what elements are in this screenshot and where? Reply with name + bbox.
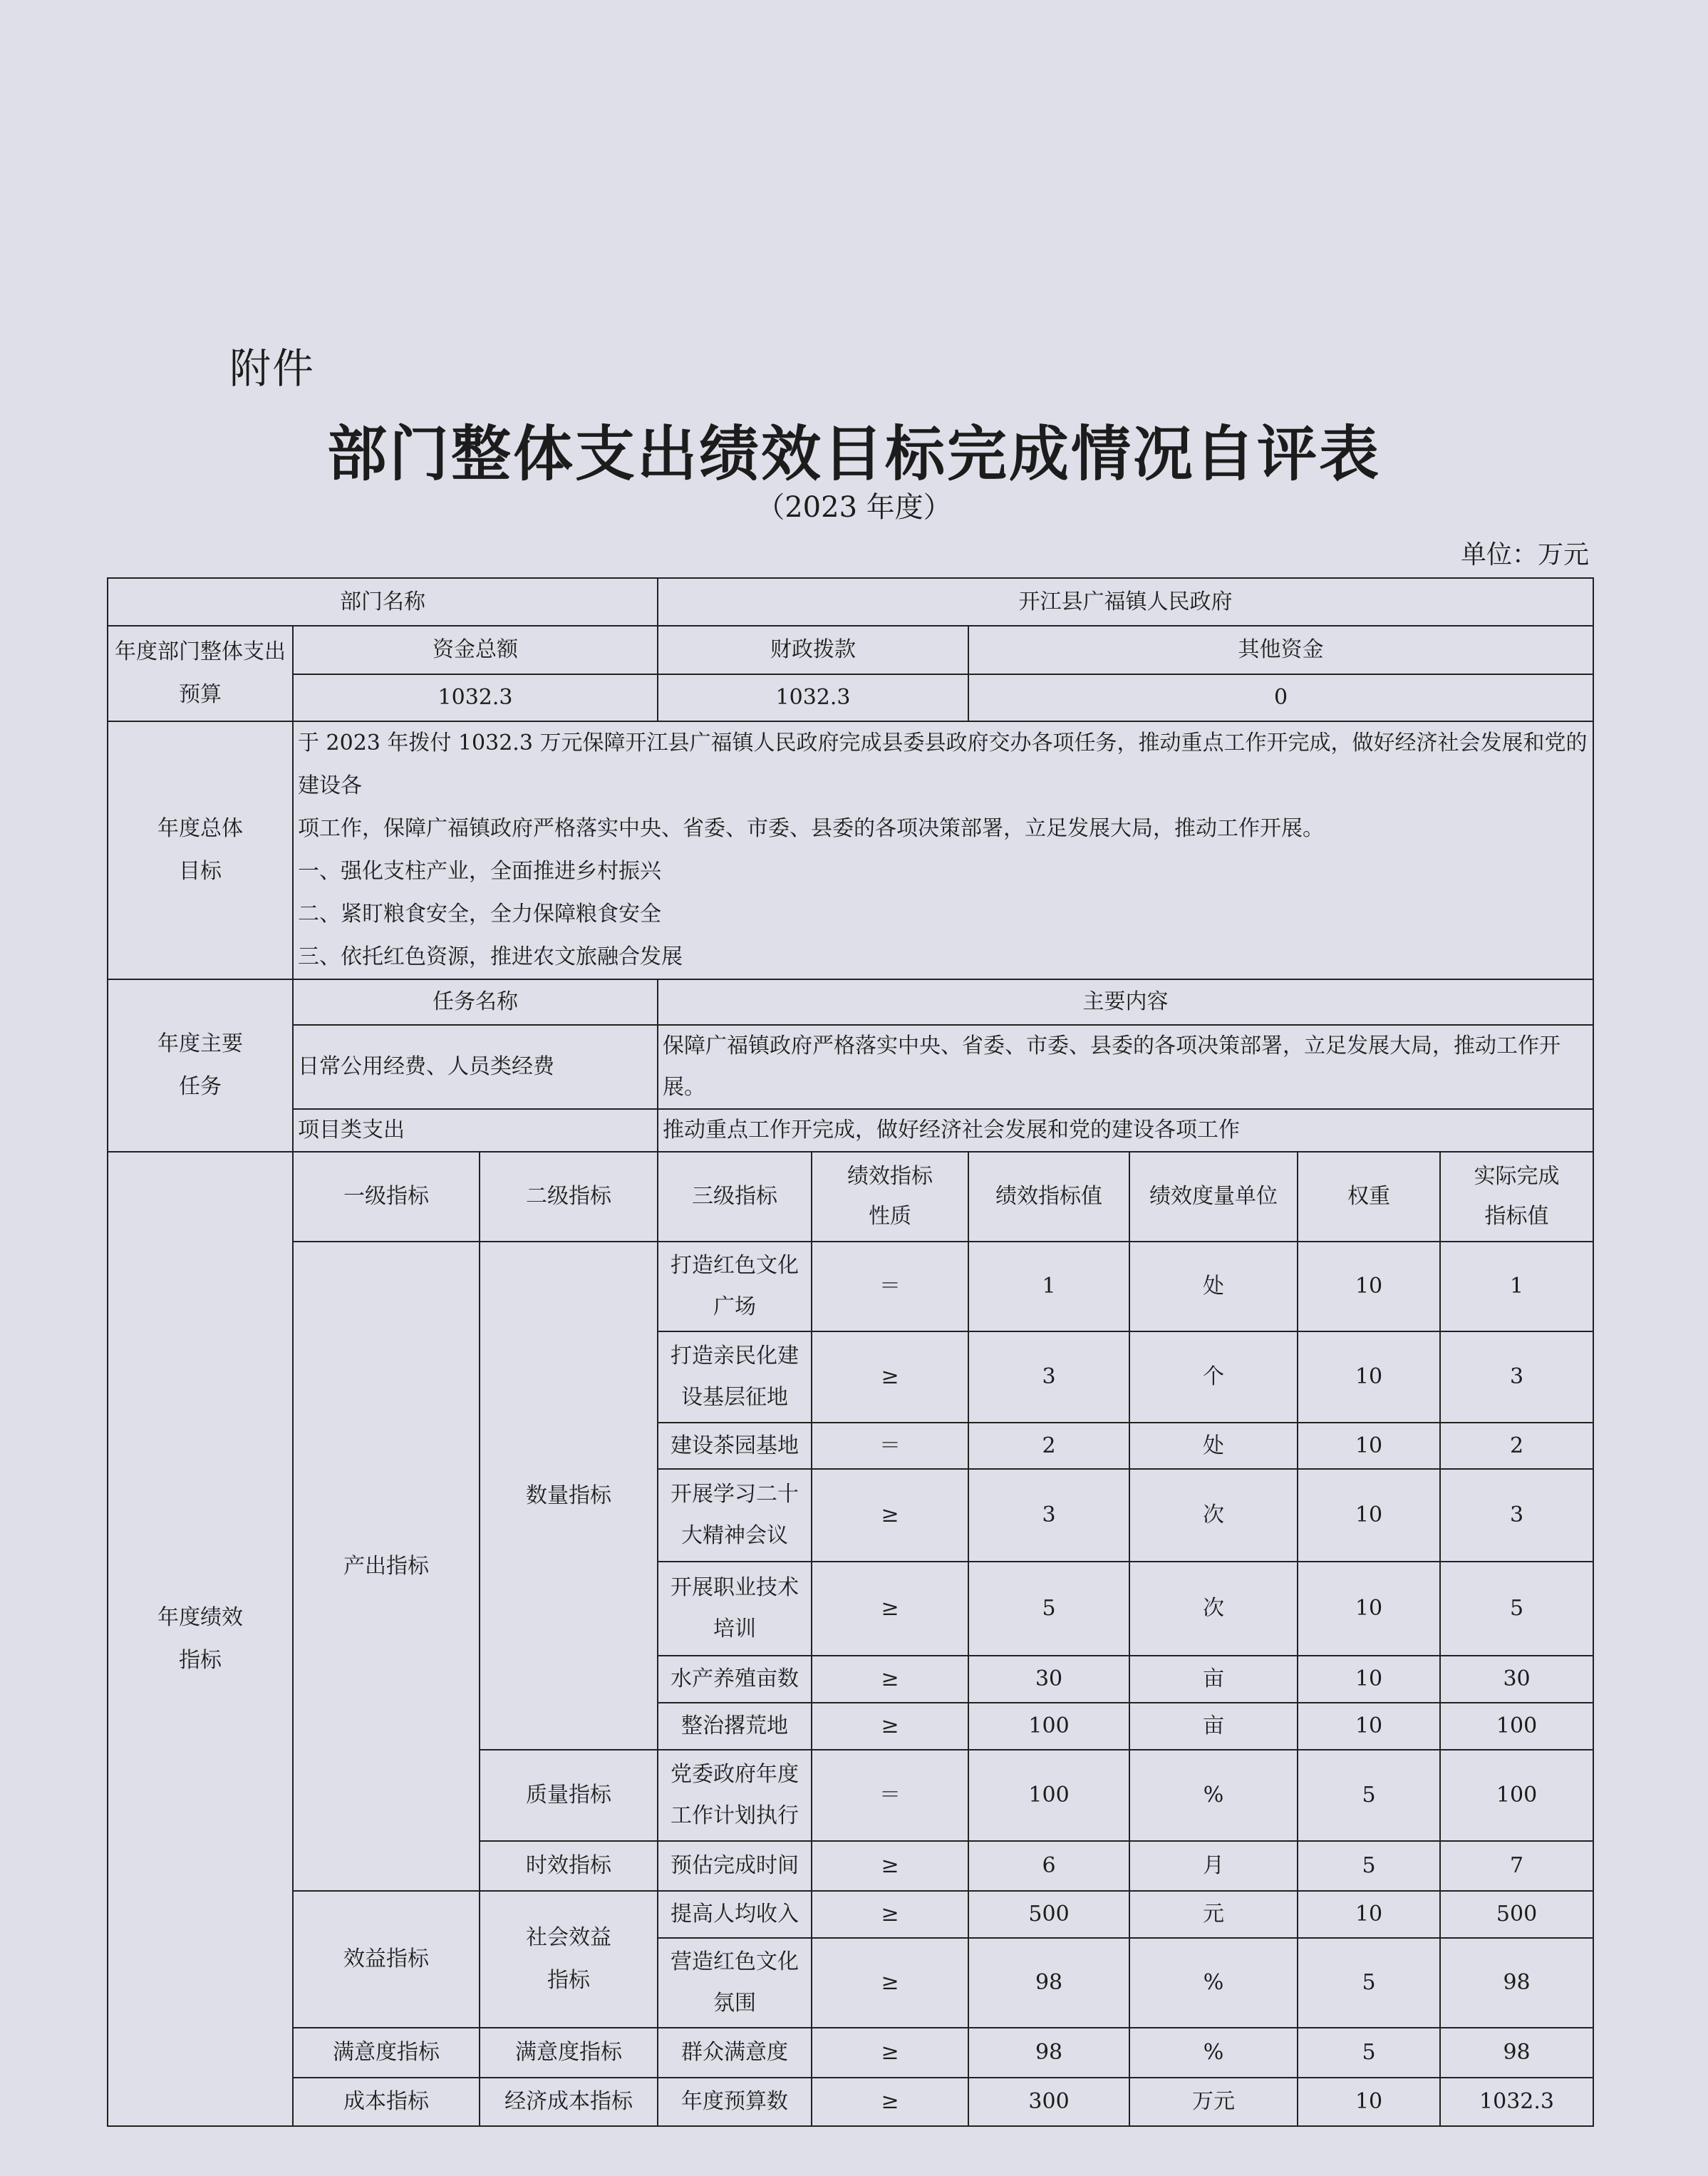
header-level1: 一级指标 <box>293 1152 480 1242</box>
indicator-value: 500 <box>968 1891 1129 1938</box>
indicator-name: 打造红色文化广场 <box>658 1242 812 1331</box>
indicator-actual: 30 <box>1440 1656 1593 1703</box>
indicator-name: 预估完成时间 <box>658 1841 812 1891</box>
indicator-weight: 10 <box>1298 1469 1440 1562</box>
budget-header-row <box>108 626 1593 674</box>
task-content: 推动重点工作开完成，做好经济社会发展和党的建设各项工作 <box>658 1109 1593 1152</box>
indicator-actual: 1 <box>1440 1242 1593 1331</box>
budget-col-total: 资金总额 <box>293 626 658 674</box>
tasks-header-row <box>108 979 1593 1025</box>
page-title: 部门整体支出绩效目标完成情况自评表 <box>326 419 1381 489</box>
indicator-unit: 个 <box>1129 1331 1298 1423</box>
header-target-value: 绩效指标值 <box>968 1152 1129 1242</box>
indicator-op: ≥ <box>812 1469 968 1562</box>
indicator-actual: 100 <box>1440 1703 1593 1750</box>
budget-value-row <box>108 674 1593 721</box>
level1-cost: 成本指标 <box>293 2078 480 2126</box>
level2-quantity: 数量指标 <box>480 1242 658 1750</box>
indicator-actual: 3 <box>1440 1331 1593 1423</box>
evaluation-table <box>107 577 1594 2127</box>
dept-label: 部门名称 <box>108 578 658 626</box>
indicator-name: 水产养殖亩数 <box>658 1656 812 1703</box>
indicator-value: 100 <box>968 1750 1129 1841</box>
indicator-op: ≥ <box>812 1841 968 1891</box>
header-nature: 绩效指标性质 <box>812 1152 968 1242</box>
task-name: 日常公用经费、人员类经费 <box>293 1025 658 1109</box>
indicator-row <box>108 1891 1593 1938</box>
indicator-unit: 次 <box>1129 1562 1298 1656</box>
header-actual: 实际完成指标值 <box>1440 1152 1593 1242</box>
indicator-name: 开展学习二十大精神会议 <box>658 1469 812 1562</box>
level1-benefit: 效益指标 <box>293 1891 480 2028</box>
indicator-actual: 98 <box>1440 2028 1593 2078</box>
header-unit: 绩效度量单位 <box>1129 1152 1298 1242</box>
indicator-name: 打造亲民化建设基层征地 <box>658 1331 812 1423</box>
indicators-label: 年度绩效指标 <box>108 1152 293 2126</box>
level1-output: 产出指标 <box>293 1242 480 1891</box>
indicator-name: 提高人均收入 <box>658 1891 812 1938</box>
goal-label: 年度总体目标 <box>108 721 293 979</box>
indicator-name: 开展职业技术培训 <box>658 1562 812 1656</box>
tasks-col-content: 主要内容 <box>658 979 1593 1025</box>
task-content: 保障广福镇政府严格落实中央、省委、市委、县委的各项决策部署，立足发展大局，推动工作开展。 <box>658 1025 1593 1109</box>
indicator-unit: % <box>1129 1938 1298 2028</box>
indicator-op: ≥ <box>812 2078 968 2126</box>
indicator-row <box>108 2028 1593 2078</box>
indicator-weight: 10 <box>1298 1656 1440 1703</box>
level2-quality: 质量指标 <box>480 1750 658 1841</box>
budget-label: 年度部门整体支出预算 <box>108 626 293 721</box>
attachment-label: 附件 <box>229 344 316 393</box>
indicator-weight: 5 <box>1298 1750 1440 1841</box>
indicator-row <box>108 2078 1593 2126</box>
indicator-unit: % <box>1129 2028 1298 2078</box>
indicator-actual: 5 <box>1440 1562 1593 1656</box>
indicator-actual: 500 <box>1440 1891 1593 1938</box>
task-row <box>108 1109 1593 1152</box>
dept-row <box>108 578 1593 626</box>
indicator-weight: 10 <box>1298 1242 1440 1331</box>
indicator-op: ≥ <box>812 1703 968 1750</box>
indicator-unit: 亩 <box>1129 1656 1298 1703</box>
tasks-label: 年度主要任务 <box>108 979 293 1152</box>
indicator-op: ＝ <box>812 1423 968 1469</box>
indicator-op: ≥ <box>812 1938 968 2028</box>
goal-line: 二、紧盯粮食安全，全力保障粮食安全 <box>298 902 661 927</box>
indicator-weight: 5 <box>1298 1841 1440 1891</box>
indicator-weight: 5 <box>1298 1938 1440 2028</box>
budget-col-other: 其他资金 <box>968 626 1593 674</box>
indicator-weight: 5 <box>1298 2028 1440 2078</box>
indicator-op: ≥ <box>812 1562 968 1656</box>
indicator-value: 3 <box>968 1469 1129 1562</box>
level1-satisfaction: 满意度指标 <box>293 2028 480 2078</box>
budget-col-fiscal: 财政拨款 <box>658 626 968 674</box>
goal-line: 一、强化支柱产业，全面推进乡村振兴 <box>298 859 661 884</box>
budget-other-value: 0 <box>968 674 1593 721</box>
indicator-unit: 元 <box>1129 1891 1298 1938</box>
indicator-op: ≥ <box>812 1656 968 1703</box>
indicator-value: 98 <box>968 1938 1129 2028</box>
indicator-actual: 98 <box>1440 1938 1593 2028</box>
indicator-actual: 7 <box>1440 1841 1593 1891</box>
indicator-op: ≥ <box>812 2028 968 2078</box>
indicator-unit: 月 <box>1129 1841 1298 1891</box>
indicator-weight: 10 <box>1298 2078 1440 2126</box>
indicator-unit: 亩 <box>1129 1703 1298 1750</box>
indicator-unit: 万元 <box>1129 2078 1298 2126</box>
indicator-row <box>108 1242 1593 1331</box>
indicator-value: 1 <box>968 1242 1129 1331</box>
level2-satisfaction: 满意度指标 <box>480 2028 658 2078</box>
goal-line: 于 2023 年拨付 1032.3 万元保障开江县广福镇人民政府完成县委县政府交办各项任务，推动重点工作开完成，做好经济社会发展和党的建设各 <box>298 731 1588 798</box>
level2-timeliness: 时效指标 <box>480 1841 658 1891</box>
goal-content <box>293 721 1593 979</box>
indicator-weight: 10 <box>1298 1562 1440 1656</box>
indicator-op: ≥ <box>812 1891 968 1938</box>
indicator-name: 营造红色文化氛围 <box>658 1938 812 2028</box>
indicator-value: 2 <box>968 1423 1129 1469</box>
indicator-weight: 10 <box>1298 1331 1440 1423</box>
indicator-name: 建设茶园基地 <box>658 1423 812 1469</box>
level2-social: 社会效益指标 <box>480 1891 658 2028</box>
indicator-weight: 10 <box>1298 1423 1440 1469</box>
tasks-col-name: 任务名称 <box>293 979 658 1025</box>
task-name: 项目类支出 <box>293 1109 658 1152</box>
indicator-value: 5 <box>968 1562 1129 1656</box>
goal-row <box>108 721 1593 979</box>
indicator-weight: 10 <box>1298 1891 1440 1938</box>
header-weight: 权重 <box>1298 1152 1440 1242</box>
indicator-actual: 100 <box>1440 1750 1593 1841</box>
indicator-name: 年度预算数 <box>658 2078 812 2126</box>
indicator-unit: 次 <box>1129 1469 1298 1562</box>
indicator-value: 3 <box>968 1331 1129 1423</box>
unit-label: 单位：万元 <box>1461 540 1590 569</box>
indicator-name: 党委政府年度工作计划执行 <box>658 1750 812 1841</box>
indicator-actual: 2 <box>1440 1423 1593 1469</box>
goal-line: 项工作，保障广福镇政府严格落实中央、省委、市委、县委的各项决策部署，立足发展大局，推动工作开展。 <box>298 816 1324 841</box>
indicator-value: 30 <box>968 1656 1129 1703</box>
goal-line: 三、依托红色资源，推进农文旅融合发展 <box>298 944 683 969</box>
indicator-actual: 1032.3 <box>1440 2078 1593 2126</box>
indicator-name: 整治撂荒地 <box>658 1703 812 1750</box>
dept-value: 开江县广福镇人民政府 <box>658 578 1593 626</box>
indicator-op: ≥ <box>812 1331 968 1423</box>
year-subtitle: （2023 年度） <box>756 491 952 524</box>
indicator-weight: 10 <box>1298 1703 1440 1750</box>
indicator-actual: 3 <box>1440 1469 1593 1562</box>
indicator-op: ＝ <box>812 1750 968 1841</box>
header-level2: 二级指标 <box>480 1152 658 1242</box>
indicator-value: 300 <box>968 2078 1129 2126</box>
indicator-name: 群众满意度 <box>658 2028 812 2078</box>
indicators-header-row <box>108 1152 1593 1242</box>
indicator-value: 98 <box>968 2028 1129 2078</box>
indicator-unit: % <box>1129 1750 1298 1841</box>
indicator-value: 6 <box>968 1841 1129 1891</box>
task-row <box>108 1025 1593 1109</box>
level2-economic-cost: 经济成本指标 <box>480 2078 658 2126</box>
budget-total-value: 1032.3 <box>293 674 658 721</box>
indicator-unit: 处 <box>1129 1242 1298 1331</box>
header-level3: 三级指标 <box>658 1152 812 1242</box>
budget-fiscal-value: 1032.3 <box>658 674 968 721</box>
indicator-unit: 处 <box>1129 1423 1298 1469</box>
indicator-op: ＝ <box>812 1242 968 1331</box>
indicator-value: 100 <box>968 1703 1129 1750</box>
